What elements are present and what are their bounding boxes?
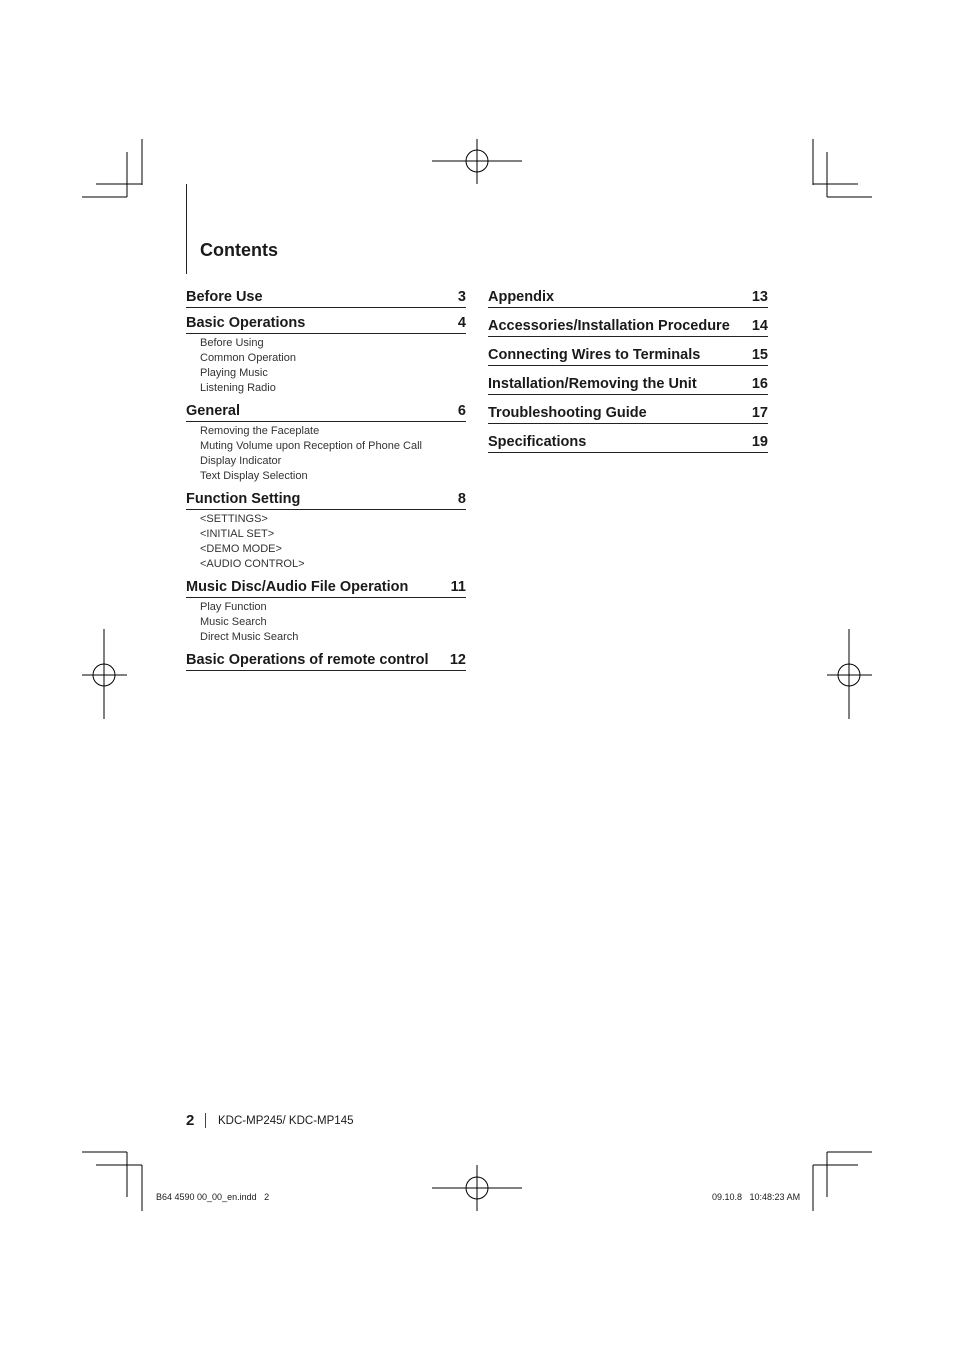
- model-name: KDC-MP245/ KDC-MP145: [218, 1115, 354, 1127]
- toc-subitem[interactable]: Play Function: [200, 601, 267, 613]
- toc-page-number: 11: [450, 579, 466, 595]
- toc-section: [488, 404, 768, 424]
- toc-heading[interactable]: [186, 578, 466, 598]
- toc-page-number: 16: [751, 376, 768, 392]
- toc-subitem[interactable]: <AUDIO CONTROL>: [200, 558, 305, 570]
- page-number: 2: [186, 1112, 195, 1129]
- toc-section: [488, 288, 768, 308]
- toc-page-number: 6: [457, 403, 466, 419]
- toc-section: [488, 375, 768, 395]
- toc-subitem[interactable]: Removing the Faceplate: [200, 425, 320, 437]
- toc-page-number: 15: [751, 347, 768, 363]
- toc-page-number: 19: [751, 434, 768, 450]
- toc-section: [488, 346, 768, 366]
- toc-heading-label: General: [186, 403, 240, 419]
- toc-subitem[interactable]: Common Operation: [200, 352, 296, 364]
- toc-subitems: [186, 336, 466, 396]
- toc-section: [488, 433, 768, 453]
- toc-section: [186, 651, 466, 671]
- toc-heading[interactable]: [488, 375, 768, 395]
- toc-heading-label: Basic Operations of remote control: [186, 652, 429, 668]
- toc-heading-label: Function Setting: [186, 491, 301, 507]
- toc-heading[interactable]: [488, 288, 768, 308]
- toc-heading-label: Before Use: [186, 289, 263, 305]
- toc-left-column: [186, 288, 466, 677]
- toc-section: [186, 490, 466, 572]
- toc-heading[interactable]: [186, 402, 466, 422]
- title-rule: [186, 184, 187, 274]
- toc-heading-label: Music Disc/Audio File Operation: [186, 579, 409, 595]
- toc-section: [186, 578, 466, 645]
- toc-subitem[interactable]: Text Display Selection: [200, 470, 308, 482]
- toc-heading[interactable]: [488, 317, 768, 337]
- toc-heading-label: Specifications: [488, 434, 587, 450]
- toc-subitem[interactable]: <SETTINGS>: [200, 513, 268, 525]
- toc-heading-label: Accessories/Installation Procedure: [488, 318, 730, 334]
- toc-subitem[interactable]: Listening Radio: [200, 382, 276, 394]
- toc-subitem[interactable]: Direct Music Search: [200, 631, 299, 643]
- page-title: Contents: [200, 240, 278, 260]
- toc-page-number: 8: [457, 491, 466, 507]
- toc-heading[interactable]: [488, 346, 768, 366]
- toc-heading-label: Basic Operations: [186, 315, 306, 331]
- toc-right-column: [488, 288, 768, 462]
- toc-heading-label: Troubleshooting Guide: [488, 405, 647, 421]
- toc-subitem[interactable]: Display Indicator: [200, 455, 282, 467]
- toc-page-number: 12: [449, 652, 466, 668]
- toc-subitem[interactable]: Muting Volume upon Reception of Phone Call: [200, 440, 422, 452]
- toc-heading-label: Appendix: [488, 289, 555, 305]
- toc-section: [186, 314, 466, 396]
- toc-heading[interactable]: [186, 651, 466, 671]
- toc-page-number: 4: [457, 315, 466, 331]
- slug-timestamp: 09.10.8 10:48:23 AM: [712, 1192, 801, 1202]
- toc-heading[interactable]: [186, 490, 466, 510]
- toc-page-number: 14: [751, 318, 768, 334]
- toc-section: [488, 317, 768, 337]
- toc-page-number: 17: [751, 405, 768, 421]
- toc-heading[interactable]: [186, 288, 466, 308]
- toc-heading[interactable]: [488, 433, 768, 453]
- toc-page-number: 3: [457, 289, 466, 305]
- toc-heading[interactable]: [186, 314, 466, 334]
- slug-filename: B64 4590 00_00_en.indd 2: [156, 1192, 270, 1202]
- toc-subitem[interactable]: <INITIAL SET>: [200, 528, 275, 540]
- toc-subitems: [186, 512, 466, 572]
- toc-subitem[interactable]: Playing Music: [200, 367, 268, 379]
- toc-page-number: 13: [751, 289, 768, 305]
- toc-subitem[interactable]: <DEMO MODE>: [200, 543, 282, 555]
- toc-section: [186, 402, 466, 484]
- toc-heading-label: Installation/Removing the Unit: [488, 376, 697, 392]
- toc-heading-label: Connecting Wires to Terminals: [488, 347, 701, 363]
- footer-separator: [205, 1113, 206, 1128]
- toc-subitem[interactable]: Music Search: [200, 616, 267, 628]
- toc-heading[interactable]: [488, 404, 768, 424]
- toc-subitems: [186, 600, 466, 645]
- toc-section: [186, 288, 466, 308]
- toc-subitems: [186, 424, 466, 484]
- toc-subitem[interactable]: Before Using: [200, 337, 264, 349]
